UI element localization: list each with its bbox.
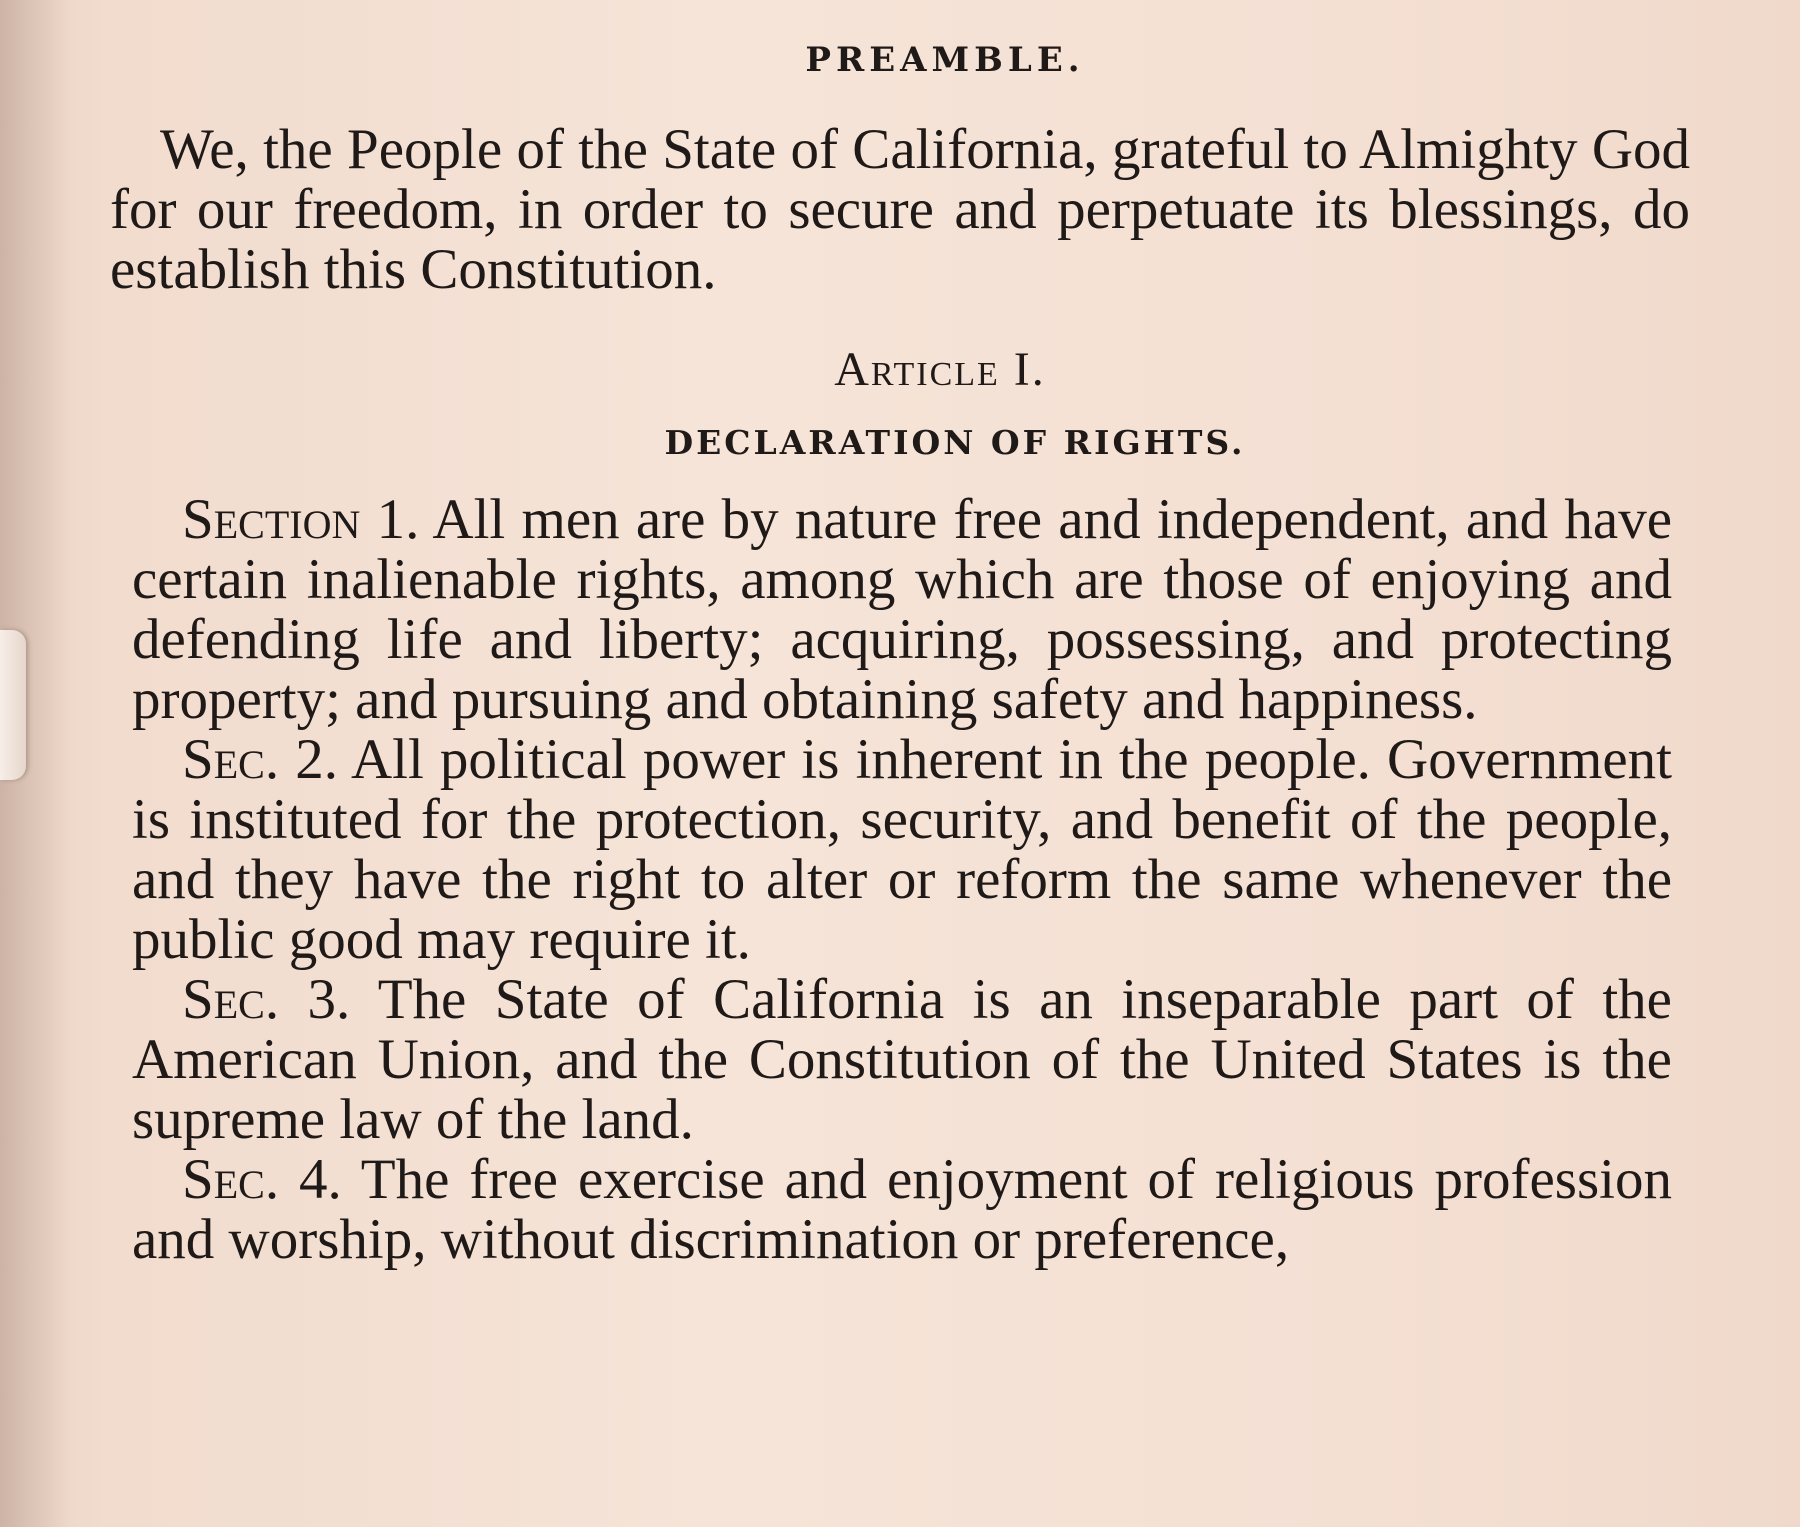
section-4 <box>132 1150 1672 1270</box>
section-2 <box>132 730 1672 970</box>
section-1-label: Section 1. <box>182 488 420 551</box>
preamble-text: We, the People of the State of California, grateful to Almighty God for our freedom, in order to secure and perpetuate its blessings, do establish this Constitution. <box>110 118 1690 301</box>
page-clip <box>0 630 26 780</box>
article-heading: Article I. <box>834 343 1046 396</box>
document-page <box>110 30 1690 1270</box>
article-subheading: DECLARATION OF RIGHTS. <box>664 423 1246 462</box>
section-list <box>132 490 1672 1270</box>
section-1 <box>132 490 1672 730</box>
section-3-text: The State of California is an inseparable part of the American Union, and the Constitution of the United States is the supreme law of the land. <box>132 968 1672 1151</box>
section-2-text: All political power is inherent in the people. Government is instituted for the protection, security, and benefit of the people, and they have the right to alter or reform the same whenever the public good may require it. <box>132 728 1672 971</box>
section-3 <box>132 970 1672 1150</box>
preamble-heading: PREAMBLE. <box>805 40 1085 80</box>
section-2-label: Sec. 2. <box>182 728 338 791</box>
section-3-label: Sec. 3. <box>182 968 351 1031</box>
section-4-label: Sec. 4. <box>182 1148 342 1211</box>
section-1-text: All men are by nature free and independent, and have certain inalienable rights, among which are those of enjoying and defending life and liberty; acquiring, possessing, and protecting property; and pursuing and obtaining safety and happiness. <box>132 488 1673 731</box>
section-4-text: The free exercise and enjoyment of religious profession and worship, without discrimination or preference, <box>132 1148 1672 1271</box>
